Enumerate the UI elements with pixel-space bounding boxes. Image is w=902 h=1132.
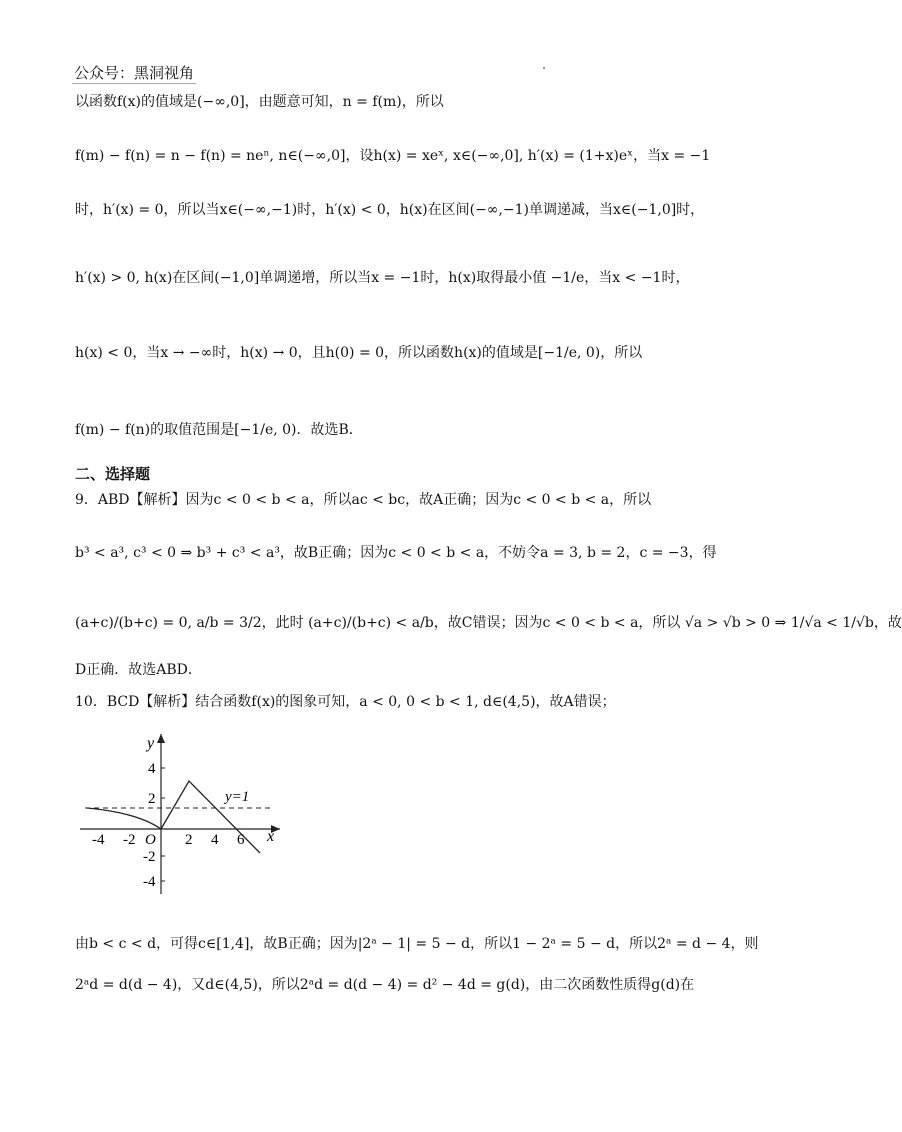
x-axis-label: x [267, 828, 275, 845]
y-axis-arrow [157, 734, 165, 743]
x-tick--4: -4 [92, 832, 105, 848]
text-line-2: f(m) − f(n) = n − f(n) = neⁿ, n∈(−∞,0]，设h(x) = xeˣ, x∈(−∞,0], h′(x) = (1+x)eˣ，当x = −1 [75, 148, 711, 164]
text-line-3: 时，h′(x) = 0，所以当x∈(−∞,−1)时，h′(x) < 0，h(x)在区间(−∞,−1)单调递减，当x∈(−1,0]时， [75, 202, 705, 218]
curve-left [87, 808, 161, 829]
q10-line-2: 由b < c < d，可得c∈[1,4]，故B正确；因为|2ᵃ − 1| = 5 − d，所以1 − 2ᵃ = 5 − d，所以2ᵃ = d − 4，则 [75, 936, 759, 952]
y-tick-2: 2 [148, 791, 156, 807]
y-tick--4: -4 [143, 874, 156, 890]
section-heading: 二、选择题 [75, 465, 151, 483]
q9-line-1: 9．ABD【解析】因为c < 0 < b < a，所以ac < bc，故A正确；因为c < 0 < b < a，所以 [75, 492, 652, 508]
y-tick--2: -2 [143, 849, 156, 865]
q10-line-1: 10．BCD【解析】结合函数f(x)的图象可知，a < 0, 0 < b < 1, d∈(4,5)，故A错误； [75, 694, 616, 710]
speck [543, 67, 545, 69]
q9-line-3: (a+c)/(b+c) = 0, a/b = 3/2，此时 (a+c)/(b+c) < a/b，故C错误；因为c < 0 < b < a，所以 √a > √b > 0 ⇒ 1/√a < 1/√b，故 [75, 615, 902, 631]
q9-line-4: D正确．故选ABD． [75, 662, 202, 678]
text-line-1: 以函数f(x)的值域是(−∞,0]，由题意可知，n = f(m)，所以 [75, 94, 444, 110]
q10-line-3: 2ᵃd = d(d − 4)，又d∈(4,5)，所以2ᵃd = d(d − 4) = d² − 4d = g(d)，由二次函数性质得g(d)在 [75, 977, 695, 993]
watermark-label: 公众号：黑洞视角 [74, 64, 195, 82]
function-graph [75, 728, 285, 898]
origin-label: O [145, 832, 156, 848]
line-label: y=1 [225, 789, 250, 805]
x-tick-2: 2 [185, 832, 193, 848]
x-tick--2: -2 [123, 832, 136, 848]
y-axis-label: y [147, 735, 155, 752]
text-line-5: h(x) < 0，当x → −∞时，h(x) → 0，且h(0) = 0，所以函数h(x)的值域是[−1/e, 0)，所以 [75, 345, 643, 361]
x-tick-4: 4 [211, 832, 219, 848]
text-line-6: f(m) − f(n)的取值范围是[−1/e, 0)．故选B． [75, 422, 363, 438]
y-tick-4: 4 [148, 761, 156, 777]
text-line-4: h′(x) > 0, h(x)在区间(−1,0]单调递增，所以当x = −1时，h(x)取得最小值 −1/e，当x < −1时， [75, 270, 690, 286]
x-tick-6: 6 [237, 832, 245, 848]
q9-line-2: b³ < a³, c³ < 0 ⇒ b³ + c³ < a³，故B正确；因为c < 0 < b < a，不妨令a = 3, b = 2，c = −3，得 [75, 545, 717, 561]
